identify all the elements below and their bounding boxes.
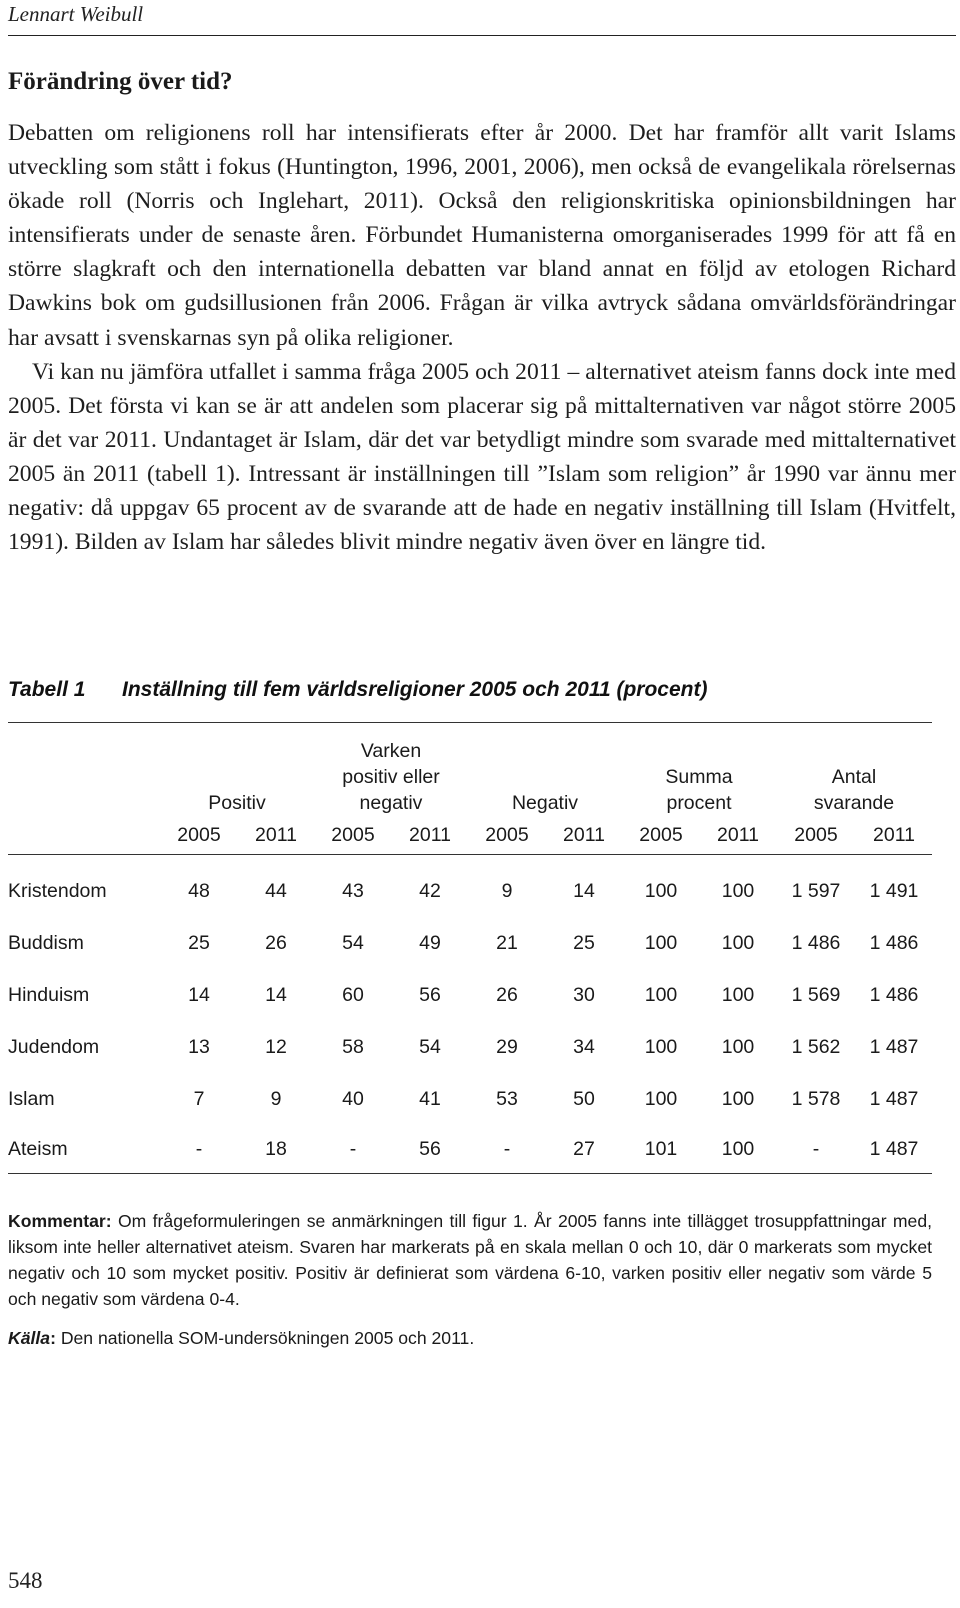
table-cell: 30: [573, 983, 595, 1006]
table-cell: 1 486: [869, 931, 919, 954]
year-header: 2005: [160, 816, 238, 855]
row-label: Judendom: [8, 1035, 100, 1058]
table-cell: 54: [342, 931, 364, 954]
table-caption: [8, 678, 707, 702]
group-header-line: Varken: [360, 740, 422, 762]
table-cell: 1 487: [869, 1087, 919, 1110]
group-header-line: negativ: [359, 792, 423, 814]
data-table: [8, 726, 932, 1174]
table-cell: -: [468, 1125, 546, 1174]
running-head: Lennart Weibull: [8, 2, 144, 26]
table-note: [8, 1208, 932, 1312]
row-label: Ateism: [8, 1125, 160, 1174]
table-cell: 1 487: [869, 1035, 919, 1058]
table-cell: 1 578: [791, 1087, 841, 1110]
table-row: [8, 969, 932, 1021]
table-row: [8, 917, 932, 969]
table-cell: 50: [573, 1087, 595, 1110]
table-row: [8, 1125, 932, 1174]
source-label: Källa: [8, 1328, 51, 1348]
group-header-line: Positiv: [208, 792, 266, 814]
table-top-rule: [8, 722, 932, 723]
table-cell: 14: [573, 879, 595, 902]
table-row: [8, 865, 932, 917]
year-header: 2005: [468, 816, 546, 855]
source-text: Den nationella SOM-undersökningen 2005 och 2011.: [60, 1328, 475, 1348]
table-cell: 1 486: [791, 931, 841, 954]
group-header-line: Summa: [665, 766, 733, 788]
table-cell: 1 562: [791, 1035, 841, 1058]
table-cell: 100: [721, 1035, 755, 1058]
table-cell: 40: [342, 1087, 364, 1110]
table-cell: 53: [496, 1087, 518, 1110]
table-cell: 101: [622, 1125, 700, 1174]
table-cell: 100: [700, 1125, 776, 1174]
table-cell: 100: [644, 879, 678, 902]
group-header-line: positiv eller: [342, 766, 440, 788]
table-cell: 56: [392, 1125, 468, 1174]
group-header-line: svarande: [813, 792, 895, 814]
year-header: 2011: [856, 816, 932, 855]
paragraph: Vi kan nu jämföra utfallet i samma fråga 2005 och 2011 – alternativet ateism fanns dock inte med 2005. Det första vi kan se är att andelen som placerar sig på mittalternativen var något större 2005 är det var 2011. Undantaget är Islam, där det var betydligt mindre som svarade med mittalternativet 2005 än 2011 (tabell 1). Intressant är inställningen till ”Islam som religion” år 1990 var ännu mer negativ: då uppgav 65 procent av de svarande att de hade en negativ inställning till Islam (Hvitfelt, 1991). Bilden av Islam har således blivit mindre negativ även över en längre tid.: [8, 358, 956, 556]
table-cell: 41: [419, 1087, 441, 1110]
table-cell: 100: [721, 879, 755, 902]
table-cell: 100: [644, 931, 678, 954]
table-cell: 56: [419, 983, 441, 1006]
table-cell: -: [776, 1125, 856, 1174]
page-number: 548: [8, 1568, 43, 1593]
table-cell: 43: [342, 879, 364, 902]
group-header-line: Negativ: [511, 792, 579, 814]
table-cell: 29: [496, 1035, 518, 1058]
table-caption-title: Inställning till fem världsreligioner 2005 och 2011 (procent): [122, 678, 708, 701]
table-cell: 100: [644, 1035, 678, 1058]
table-cell: 44: [265, 879, 287, 902]
group-header: [776, 726, 932, 816]
table-spacer: [8, 855, 932, 866]
table-cell: 26: [496, 983, 518, 1006]
table-cell: 48: [188, 879, 210, 902]
stub-header: [8, 816, 160, 855]
table-cell: 100: [721, 1087, 755, 1110]
year-header: 2011: [546, 816, 622, 855]
note-text: Om frågeformuleringen se anmärkningen till figur 1. År 2005 fanns inte tillägget trosuppfattningar med, liksom inte heller alternativet ateism. Svaren har markerats på en skala mellan 0 och 10, där 0 markerats som mycket negativ och 10 som mycket positiv. Positiv är definierat som värdena 6-10, varken positiv eller negativ som värde 5 och negativ som värdena 0-4.: [8, 1211, 933, 1309]
table-cell: 1 569: [791, 983, 841, 1006]
year-header: 2011: [392, 816, 468, 855]
year-header: 2005: [622, 816, 700, 855]
table-row: [8, 1021, 932, 1073]
table-cell: 21: [496, 931, 518, 954]
stub-header: [8, 726, 160, 816]
note-label: Kommentar:: [8, 1211, 112, 1231]
table-cell: 1 491: [869, 879, 919, 902]
row-label: Buddism: [8, 931, 84, 954]
table-cell: 34: [573, 1035, 595, 1058]
row-label: Islam: [8, 1087, 55, 1110]
table-cell: 12: [265, 1035, 287, 1058]
table-caption-number: Tabell 1: [8, 678, 86, 701]
row-label: Kristendom: [8, 879, 107, 902]
table-cell: 42: [419, 879, 441, 902]
body-text: [8, 116, 956, 559]
table-cell: 9: [270, 1087, 282, 1110]
table-cell: -: [160, 1125, 238, 1174]
group-header-line: Antal: [831, 766, 877, 788]
table-cell: 18: [238, 1125, 314, 1174]
year-header: 2011: [238, 816, 314, 855]
year-header: 2011: [700, 816, 776, 855]
table-cell: 100: [644, 1087, 678, 1110]
table-cell: 60: [342, 983, 364, 1006]
table-cell: 14: [188, 983, 210, 1006]
group-header: [622, 726, 776, 816]
table-year-header-row: [8, 816, 932, 855]
table-cell: 27: [546, 1125, 622, 1174]
table-cell: 25: [188, 931, 210, 954]
table-cell: 100: [721, 931, 755, 954]
table-row: [8, 1073, 932, 1125]
group-header-line: procent: [666, 792, 732, 814]
group-header: [468, 726, 622, 816]
table-cell: 7: [193, 1087, 205, 1110]
table-cell: 1 486: [869, 983, 919, 1006]
group-header: [160, 726, 314, 816]
table-cell: 1 487: [856, 1125, 932, 1174]
table-cell: 9: [501, 879, 513, 902]
year-header: 2005: [314, 816, 392, 855]
table-cell: 26: [265, 931, 287, 954]
group-header: [314, 726, 468, 816]
row-label: Hinduism: [8, 983, 90, 1006]
table-cell: 58: [342, 1035, 364, 1058]
table-source: Källa: Den nationella SOM-undersökningen 2005 och 2011.: [8, 1328, 475, 1348]
table-cell: 54: [419, 1035, 441, 1058]
section-title: Förändring över tid?: [8, 68, 233, 95]
paragraph: Debatten om religionens roll har intensifierats efter år 2000. Det har framför allt varit Islams utveckling som stått i fokus (Huntington, 1996, 2001, 2006), men också de evangelikala rörelsernas ökade roll (Norris och Inglehart, 2011). Också den religionskritiska opinionsbildningen har intensifierats under de senaste åren. Förbundet Humanisterna omorganiserades 1999 för att få en större slagkraft och den internationella debatten var bland annat en följd av etologen Richard Dawkins bok om gudsillusionen från 2006. Frågan är vilka avtryck sådana omvärldsförändringar har avsatt i svenskarnas syn på olika religioner.: [8, 120, 956, 351]
year-header: 2005: [776, 816, 856, 855]
table-group-header-row: [8, 726, 932, 816]
table-cell: 13: [188, 1035, 210, 1058]
table-cell: 49: [419, 931, 441, 954]
table-cell: 14: [265, 983, 287, 1006]
table-cell: 100: [644, 983, 678, 1006]
table-cell: 1 597: [791, 879, 841, 902]
table-cell: -: [314, 1125, 392, 1174]
table-cell: 25: [573, 931, 595, 954]
table-cell: 100: [721, 983, 755, 1006]
header-rule: [8, 35, 956, 36]
